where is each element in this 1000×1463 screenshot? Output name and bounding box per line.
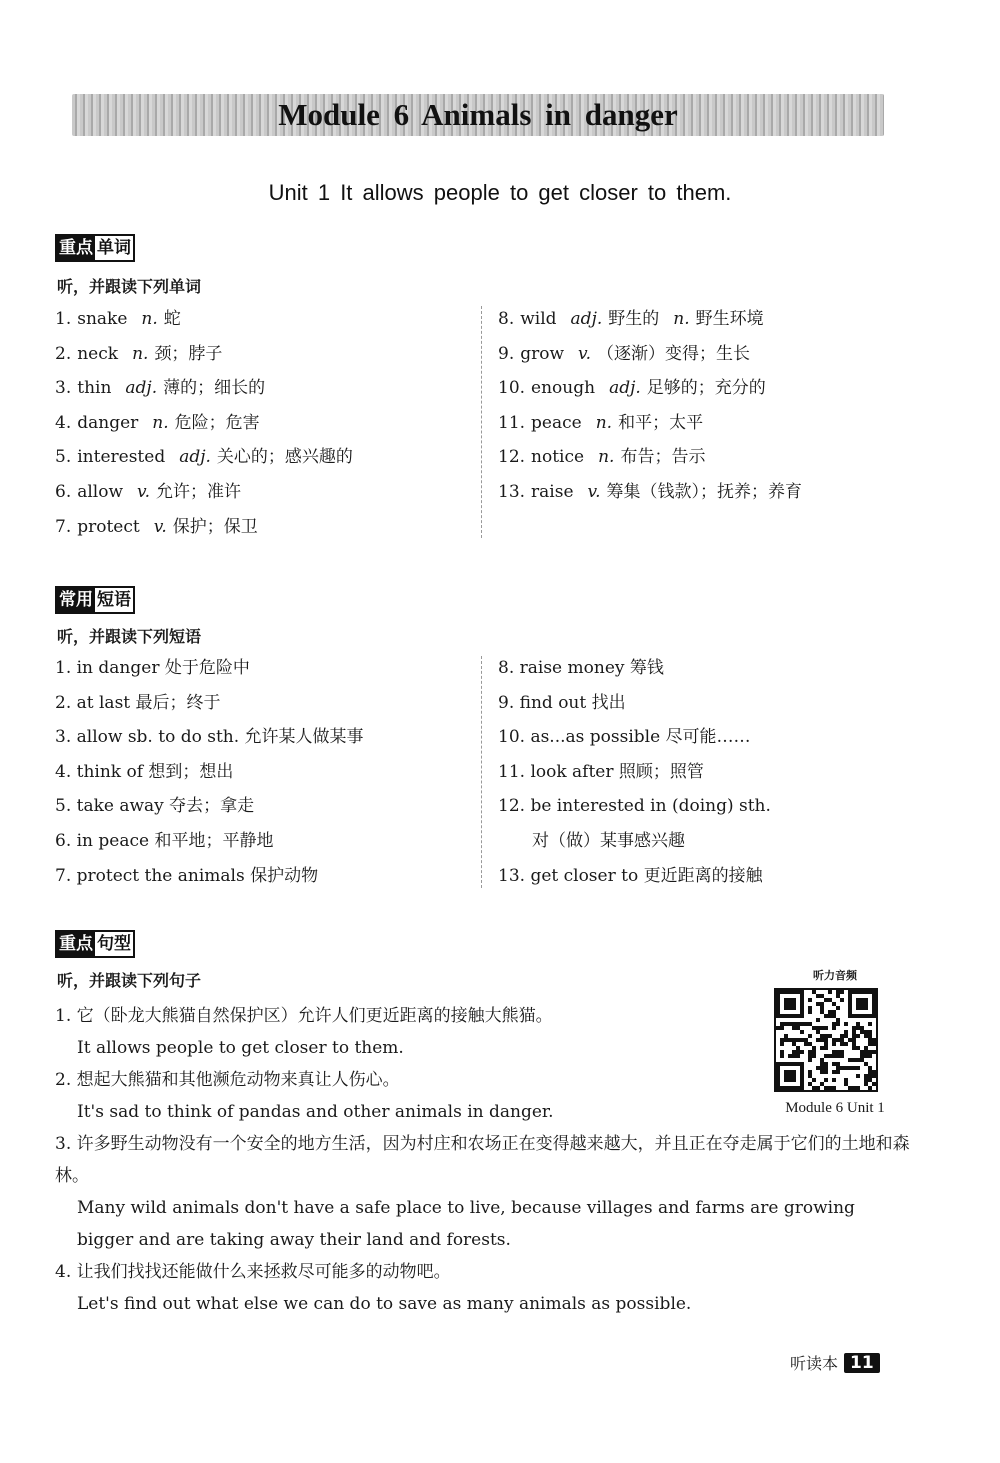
chinese-meaning: 野生的 [608,309,660,329]
part-of-speech: adj. [609,378,641,399]
sentence-chinese: 3. 许多野生动物没有一个安全的地方生活，因为村庄和农场正在变得越来越大，并且正在夺走属于它们的土地和森林。 [55,1134,910,1186]
item-number: 13. [498,481,526,502]
word-item [55,302,475,337]
badge-part-a: 重点 [59,238,93,258]
phrase-item: 2. at last 最后；终于 [55,692,221,713]
chinese-meaning: 保护；保卫 [172,516,258,537]
item-number: 10. [498,378,526,399]
qr-code-icon[interactable] [774,988,878,1092]
english-word: thin [77,378,112,399]
chinese-meaning: 允许；准许 [156,481,242,502]
words-right-column [498,302,958,510]
english-word: danger [77,412,139,433]
item-number: 1. [55,309,72,329]
section-badge-phrases [55,586,135,614]
part-of-speech: n. [595,412,613,433]
english-word: interested [77,447,166,468]
english-word: notice [531,447,585,468]
chinese-meaning: 和平；太平 [618,412,704,433]
qr-caption: Module 6 Unit 1 [785,1100,885,1116]
sentence-item [55,1128,915,1256]
part-of-speech: n. [141,309,158,329]
module-title: Module 6 Animals in danger [278,97,678,132]
badge-part-b: 单词 [97,238,131,258]
phrase-item: 7. protect the animals 保护动物 [55,865,319,886]
phrase-item: 4. think of 想到；想出 [55,761,234,782]
item-number: 7. [55,516,72,537]
chinese-meaning: 蛇 [163,309,181,329]
item-number: 9. [498,343,515,364]
english-word: neck [77,343,119,364]
word-item [55,440,475,475]
chinese-meaning: 薄的；细长的 [163,378,266,399]
phrase-item: 9. find out 找出 [498,692,626,713]
item-number: 6. [55,481,72,502]
words-left-column [55,302,475,544]
sentence-chinese: 1. 它（卧龙大熊猫自然保护区）允许人们更近距离的接触大熊猫。 [55,1006,553,1026]
sentence-english: Many wild animals don't have a safe place to live, because villages and farms are growing bigger and are taking away their land and forests. [77,1198,855,1250]
part-of-speech: n. [132,343,149,364]
part-of-speech: adj. [179,447,211,468]
phrases-right-column [498,651,958,893]
word-item [55,337,475,372]
column-divider [481,656,482,888]
item-number: 2. [55,343,72,364]
english-word: peace [531,412,582,433]
phrase-item: 12. be interested in (doing) sth. [498,796,771,817]
sentence-chinese: 4. 让我们找找还能做什么来拯救尽可能多的动物吧。 [55,1262,451,1282]
chinese-meaning: 危险；危害 [174,412,260,433]
part-of-speech: v. [587,481,601,502]
phrase-item: 1. in danger 处于危险中 [55,658,250,678]
column-divider [481,306,482,538]
phrase-item: 5. take away 夺去；拿走 [55,796,255,817]
chinese-meaning: 筹集（钱款）；抚养；养育 [606,481,803,502]
phrase-item: 3. allow sb. to do sth. 允许某人做某事 [55,727,364,748]
part-of-speech: v. [578,343,592,364]
sentence-item [55,1256,915,1320]
phrase-item: 8. raise money 筹钱 [498,658,664,678]
phrase-item: 13. get closer to 更近距离的接触 [498,865,763,886]
chinese-meaning: 关心的；感兴趣的 [216,447,353,468]
section-badge-words [55,234,135,262]
word-item [55,371,475,406]
unit-title: Unit 1 It allows people to get closer to them. [268,180,732,205]
phrase-item: 10. as...as possible 尽可能…… [498,727,751,748]
part-of-speech: v. [153,516,167,537]
part-of-speech: n. [673,309,690,329]
page-number: 11 [844,1353,880,1373]
word-item [498,302,958,337]
module-banner [72,94,884,136]
phrase-item: 对（做）某事感兴趣 [532,830,685,851]
item-number: 5. [55,447,72,468]
item-number: 8. [498,309,515,329]
word-item [498,371,958,406]
chinese-meaning: 布告；告示 [620,447,706,468]
sentence-english: Let's find out what else we can do to save as many animals as possible. [77,1294,692,1314]
english-word: snake [77,309,128,329]
item-number: 11. [498,412,526,433]
word-item [55,510,475,545]
qr-label: 听力音频 [813,969,857,982]
chinese-meaning: 野生环境 [695,309,764,329]
item-number: 12. [498,447,526,468]
book-label: 听读本 [790,1354,839,1373]
word-item [55,475,475,510]
sentences-instruction: 听，并跟读下列句子 [57,971,202,990]
part-of-speech: adj. [125,378,158,399]
word-item [55,406,475,441]
phrases-left-column [55,651,475,893]
part-of-speech: v. [137,481,151,502]
chinese-meaning: （逐渐）变得；生长 [597,343,751,364]
phrase-item: 6. in peace 和平地；平静地 [55,830,274,851]
badge-part-b: 句型 [97,934,131,954]
word-item [498,406,958,441]
part-of-speech: adj. [570,309,603,329]
item-number: 4. [55,412,72,433]
badge-part-a: 重点 [59,934,93,954]
qr-audio-box [774,968,896,1117]
word-item [498,337,958,372]
section-badge-sentences [55,930,135,958]
badge-part-a: 常用 [59,590,93,610]
english-word: protect [77,516,140,537]
sentence-english: It's sad to think of pandas and other animals in danger. [77,1102,554,1122]
english-word: enough [531,378,596,399]
part-of-speech: n. [152,412,169,433]
english-word: wild [520,309,557,329]
word-item [498,475,958,510]
english-word: allow [77,481,124,502]
english-word: grow [520,343,565,364]
item-number: 3. [55,378,72,399]
chinese-meaning: 足够的；充分的 [646,378,766,399]
chinese-meaning: 颈；脖子 [154,343,223,364]
sentence-chinese: 2. 想起大熊猫和其他濒危动物来真让人伤心。 [55,1070,400,1090]
badge-part-b: 短语 [97,590,131,610]
page-footer [790,1351,880,1374]
word-item [498,440,958,475]
sentence-english: It allows people to get closer to them. [77,1038,404,1058]
phrase-item: 11. look after 照顾；照管 [498,761,704,782]
part-of-speech: n. [598,447,615,468]
phrases-instruction: 听，并跟读下列短语 [57,627,202,646]
words-instruction: 听，并跟读下列单词 [57,277,202,296]
english-word: raise [531,481,574,502]
